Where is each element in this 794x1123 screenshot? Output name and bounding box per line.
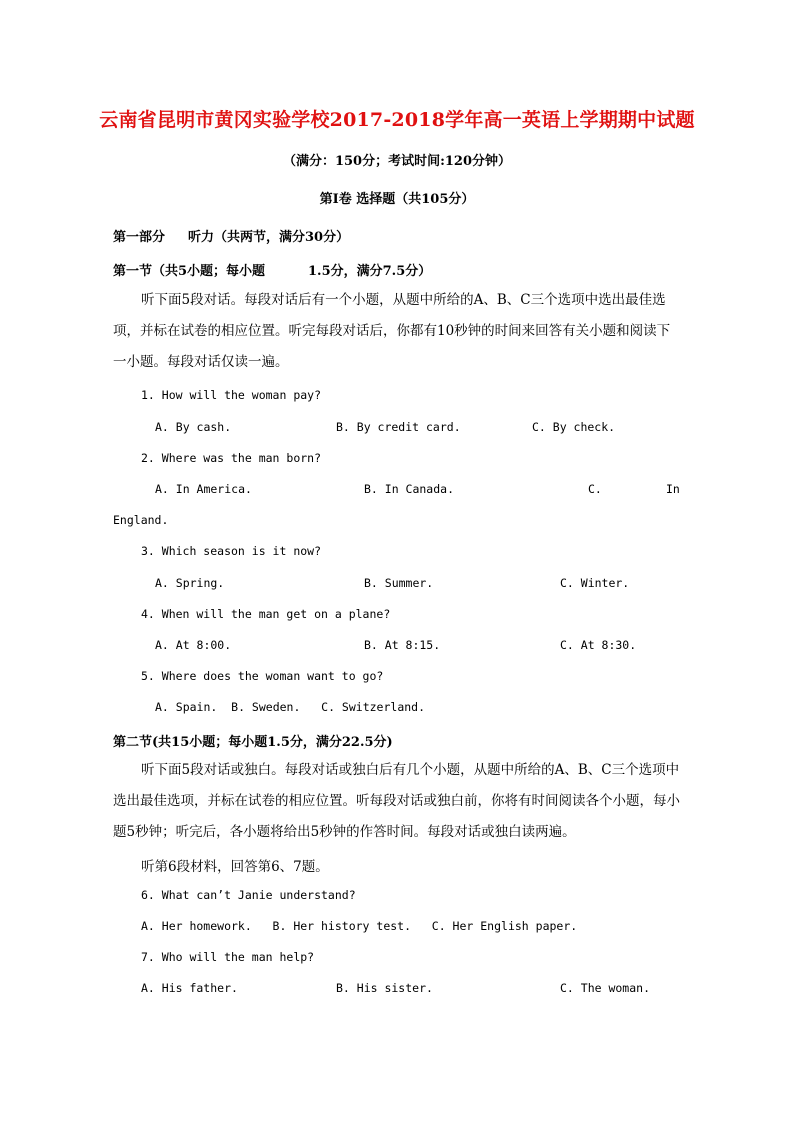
q6-options: A. Her homework. B. Her history test. C. Her English paper. <box>141 919 578 933</box>
q2-option-c-word: In <box>666 482 680 496</box>
part1-name: 听力（共两节，满分30分） <box>188 230 350 245</box>
q2-option-c-letter: C. <box>588 482 602 496</box>
section2-heading: 第二节(共15小题；每小题1.5分，满分22.5分) <box>113 735 393 750</box>
question-7: 7. Who will the man help? <box>141 950 315 964</box>
volume-title: 第Ⅰ卷 选择题（共105分） <box>319 192 475 207</box>
q3-option-b: B. Summer. <box>364 576 434 590</box>
score-info: （满分：150分；考试时间:120分钟） <box>282 154 512 169</box>
document-title: 云南省昆明市黄冈实验学校2017-2018学年高一英语上学期期中试题 <box>99 109 695 131</box>
q3-option-c: C. Winter. <box>560 576 630 590</box>
q4-option-b: B. At 8:15. <box>364 638 441 652</box>
section2-instructions: 听下面5段对话或独白。每段对话或独白后有几个小题，从题中所给的A、B、C三个选项中选出最佳选项，并标在试卷的相应位置。听每段对话或独白前，你将有时间阅读各个小题，每小题5秒钟；听完后，各小题将给出5秒钟的作答时间。每段对话或独白读两遍。 <box>113 762 680 840</box>
section1-heading-score: 1.5分，满分7.5分） <box>308 264 432 279</box>
material-note: 听第6段材料，回答第6、7题。 <box>141 859 329 875</box>
q3-option-a: A. Spring. <box>155 576 225 590</box>
q1-option-a: A. By cash. <box>155 420 232 434</box>
section1-heading: 第一节（共5小题；每小题 <box>113 264 266 279</box>
q1-option-b: B. By credit card. <box>336 420 461 434</box>
question-4: 4. When will the man get on a plane? <box>141 607 391 621</box>
section1-instructions: 听下面5段对话。每段对话后有一个小题，从题中所给的A、B、C三个选项中选出最佳选项，并标在试卷的相应位置。听完每段对话后，你都有10秒钟的时间来回答有关小题和阅读下一小题。每段对话仅读一遍。 <box>113 292 671 370</box>
question-6: 6. What can’t Janie understand? <box>141 888 356 902</box>
q7-option-c: C. The woman. <box>560 981 651 995</box>
part1-label: 第一部分 <box>113 230 166 245</box>
q2-option-a: A. In America. <box>155 482 252 496</box>
question-2: 2. Where was the man born? <box>141 451 322 465</box>
q5-options: A. Spain. B. Sweden. C. Switzerland. <box>155 700 426 714</box>
q7-option-a: A. His father. <box>141 981 238 995</box>
q4-option-a: A. At 8:00. <box>155 638 232 652</box>
question-5: 5. Where does the woman want to go? <box>141 669 384 683</box>
q2-option-c-wrap: England. <box>113 513 169 527</box>
q4-option-c: C. At 8:30. <box>560 638 637 652</box>
q1-option-c: C. By check. <box>532 420 616 434</box>
question-1: 1. How will the woman pay? <box>141 388 322 402</box>
q7-option-b: B. His sister. <box>336 981 433 995</box>
q2-option-b: B. In Canada. <box>364 482 455 496</box>
question-3: 3. Which season is it now? <box>141 544 322 558</box>
